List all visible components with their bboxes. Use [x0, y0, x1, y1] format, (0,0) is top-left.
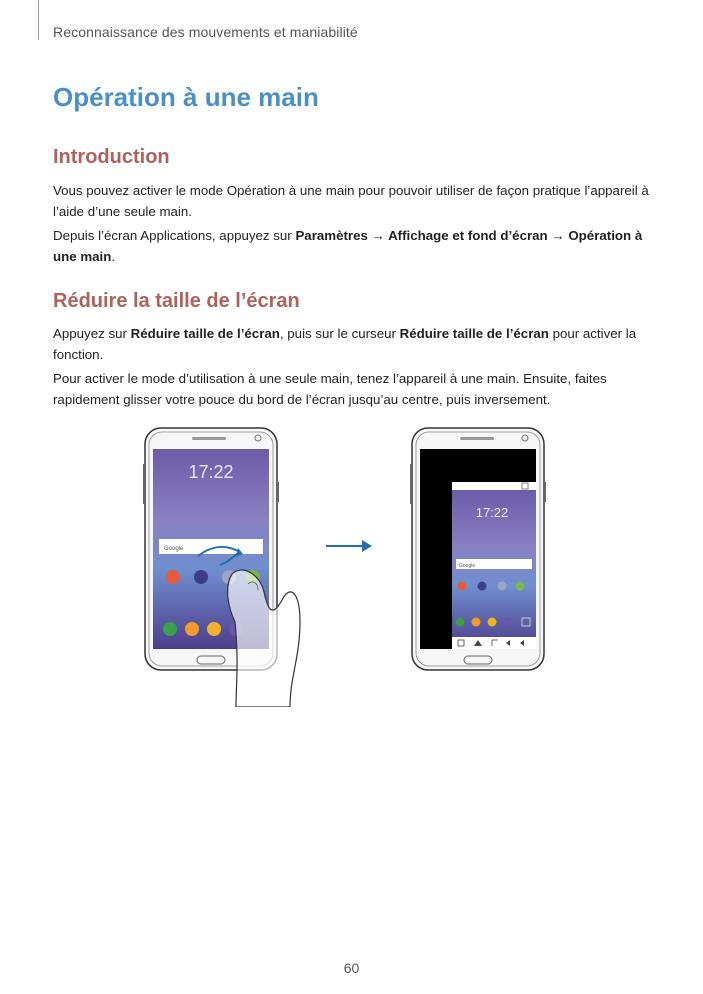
right-search-label: Google — [459, 563, 476, 569]
reduce-p1-slider: Réduire taille de l’écran — [399, 326, 549, 341]
page-number: 60 — [343, 960, 360, 976]
intro-p2-prefix: Depuis l’écran Applications, appuyez sur — [53, 228, 296, 243]
header-rule — [38, 0, 39, 40]
right-arrow — [326, 540, 372, 552]
reduce-paragraph-1 — [53, 323, 653, 365]
reduce-p1-text-c: , puis sur le curseur — [279, 326, 400, 341]
reduce-p1-text-a: Appuyez sur — [53, 326, 131, 341]
one-handed-illustration — [140, 422, 560, 707]
section-heading-reduce-screen: Réduire la taille de l’écran — [53, 290, 300, 312]
left-phone — [143, 428, 300, 707]
section-heading-introduction: Introduction — [53, 146, 170, 168]
right-clock: 17:22 — [475, 505, 509, 520]
intro-paragraph-1: Vous pouvez activer le mode Opération à une main pour pouvoir utiliser de façon pratique l’appareil à l’aide d’une seule main. — [53, 183, 649, 219]
settings-path: Paramètres → Affichage et fond d’écran → Opération à une main — [53, 228, 643, 264]
reduce-p1-option: Réduire taille de l’écran — [130, 326, 280, 341]
right-phone — [410, 428, 546, 670]
left-clock: 17:22 — [188, 462, 234, 482]
reduce-p1-text-e: pour activer la fonction. — [53, 326, 637, 362]
left-search-label: Google — [164, 546, 184, 552]
reduce-paragraph-2: Pour activer le mode d’utilisation à une seule main, tenez l’appareil à une main. Ensuite, faites rapidement glisser votre pouce du bord de l’écran jusqu’au centre, puis inversement. — [53, 371, 607, 407]
chapter-header: Reconnaissance des mouvements et maniabilité — [53, 24, 358, 40]
page-title: Opération à une main — [53, 82, 319, 112]
intro-p2-suffix: . — [111, 249, 116, 264]
intro-paragraph-2 — [53, 225, 653, 267]
